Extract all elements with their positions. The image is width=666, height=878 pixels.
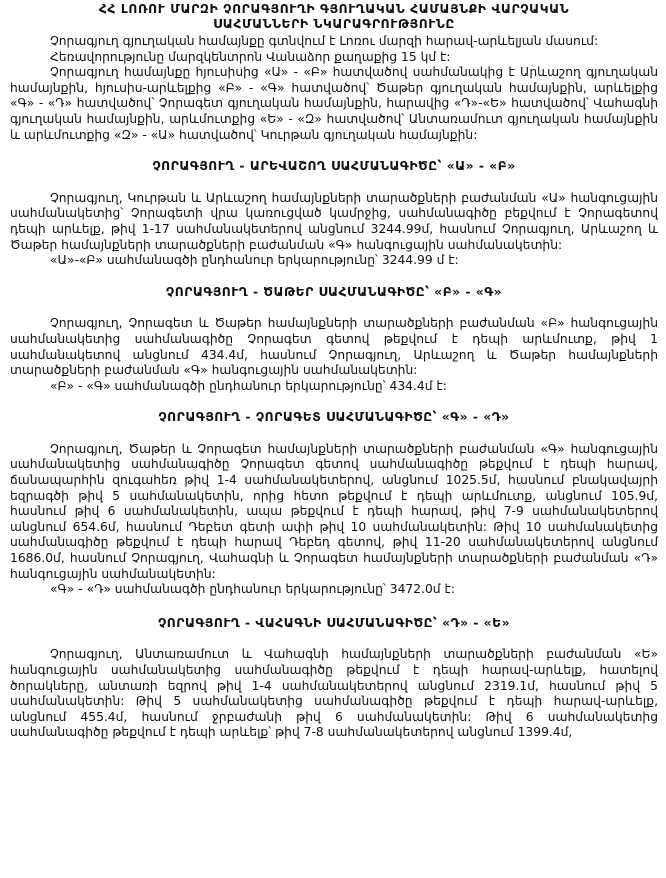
document-title-line-1: ՀՀ ԼՈՌՈՒ ՄԱՐԶԻ ՉՈՐԱԳՅՈՒՂԻ ԳՅՈՒՂԱԿԱՆ ՀԱՄԱՅՆՔԻ ՎԱՐՉԱԿԱՆ [98, 2, 570, 16]
section-heading-b-g: ՉՈՐԱԳՅՈՒՂ - ԾԱԹԵՐ ՍԱՀՄԱՆԱԳԻԾԸ՝ «Բ» - «Գ» [165, 284, 503, 299]
document-title-line-2: ՍԱՀՄԱՆՆԵՐԻ ՆԿԱՐԱԳՐՈՒԹՅՈՒՆԸ [213, 17, 455, 31]
section-heading-d-e: ՉՈՐԱԳՅՈՒՂ - ՎԱՀԱԳՆԻ ՍԱՀՄԱՆԱԳԻԾԸ՝ «Դ» - «Ե» [157, 615, 511, 630]
section-body-d-e: Չորագյուղ, Անտառամուտ և Վահագնի համայնքների տարածքների բաժանման «Ե» հանգուցային սահմանակետից սահմանագիծը թեքվում է դեպի հարավ-արևելք, հատելով ծորակները, անտառի եզրով թիվ 1-4 սահմանակետերով անցնում 2319.1մ, հասնում թիվ 5 սահմանակետին: Թիվ 5 սահմանակետից սահմանագիծը թեքվում է դեպի հարավ-արևելք, անցնում 455.4մ, հասնում ջրբաժանի թիվ 6 սահմանակետին: Թիվ 6 սահմանակետից սահմանագիծը թեքվում է դեպի արևելք՝ թիվ 7-8 սահմանակետերով անցնում 1399.4մ, [10, 647, 658, 740]
section-heading-a-b: ՉՈՐԱԳՅՈՒՂ - ԱՐԵՎԱՇՈՂ ՍԱՀՄԱՆԱԳԻԾԸ՝ «Ա» - «Բ» [152, 159, 516, 174]
section-body-g-d: Չորագյուղ, Ծաթեր և Չորագետ համայնքների տարածքների բաժանման «Գ» հանգուցային սահմանակետից սահմանագիծը Չորագետ գետով սահմանագիծը թեքվում է դեպի հարավ, ճանապարհին զուգահեռ թիվ 1-4 սահմանակետերով, անցնում 1025.5մ, հասնում բնակավայրի եզրագծի թիվ 5 սահմանակետին, որից հետո թեքվում է դեպի արևմուտք, անցնում 105.9մ, հասնում թիվ 6 սահմանակետին, ապա թեքվում է դեպի հարավ, թիվ 7-9 սահմանակետերով անցնում 654.6մ, հասնում Դեբետ գետի ափի թիվ 10 սահմանակետին: Թիվ 10 սահմանակետից սահմանագիծը թեքվում է դեպի հարավ Դեբեդ գետով, թիվ 11-20 սահմանակետերով անցնում 1686.0մ, հասնում Չորագյուղ, Վահագնի և Չորագետ համայնքների տարածքների բաժանման «Դ» հանգուցային սահմանակետին: [10, 441, 658, 581]
intro-paragraph-location: Չորագյուղ գյուղական համայնքը գտնվում է Լոռու մարզի հարավ-արևելյան մասում: [50, 34, 599, 48]
intro-paragraph-neighbors: Չորագյուղ համայնքը հյուսիսից «Ա» - «Բ» հատվածով սահմանակից է Արևաշող գյուղական համայնքին, հյուսիս-արևելքից «Բ» - «Գ» հատվածով՝ Ծաթեր գյուղական համայնքին, արևելքից «Գ» - «Դ» հատվածով՝ Չորագետ գյուղական համայնքին, հարավից «Դ»-«Ե» հատվածով՝ Վահագնի գյուղական համայնքին, արևմուտքից «Ե» - «Զ» հատվածով՝ Անտառամուտ գյուղական համայնքին և արևմուտքից «Զ» - «Ա» հատվածով՝ Կուրթան գյուղական համայնքին: [10, 65, 658, 142]
section-total-g-d: «Գ» - «Դ» սահմանագծի ընդհանուր երկարությունը՝ 3472.0մ է: [50, 582, 455, 597]
section-total-a-b: «Ա»-«Բ» սահմանագծի ընդհանուր երկարությունը՝ 3244.99 մ է: [50, 253, 459, 268]
section-heading-g-d: ՉՈՐԱԳՅՈՒՂ - ՉՈՐԱԳԵՏ ՍԱՀՄԱՆԱԳԻԾԸ՝ «Գ» - «Դ» [158, 410, 510, 425]
intro-paragraph-distance: Հեռավորությունը մարզկենտրոն Վանաձոր քաղաքից 15 կմ է: [50, 49, 451, 64]
section-body-a-b: Չորագյուղ, Կուրթան և Արևաշող համայնքների տարածքների բաժանման «Ա» հանգուցային սահմանակետից՝ Չորագետի վրա կառուցված կամրջից, սահմանագիծը բեքվում է Չորագետով դեպի արևելք, թիվ 1-17 սահմանակետերով անցնում 3244.99մ, հասնում Չորագյուղ, Արևաշող և Ծաթեր համայնքների տարածքների բաժանման «Գ» հանգուցային սահմանակետին: [10, 190, 658, 252]
section-body-b-g: Չորագյուղ, Չորագետ և Ծաթեր համայնքների տարածքների բաժանման «Բ» հանգուցային սահմանակետից սահմանագիծը Չորագետ գետով թեքվում է դեպի արևմուտք, թիվ 1 սահմանակետով անցնում 434.4մ, հասնում Չորագյուղ, Արևաշող և Ծաթեր համայնքների տարածքների բաժանման «Գ» հանգուցային սահմանակետին: [10, 316, 658, 378]
section-total-b-g: «Բ» - «Գ» սահմանագծի ընդհանուր երկարությունը՝ 434.4մ է: [50, 378, 447, 393]
